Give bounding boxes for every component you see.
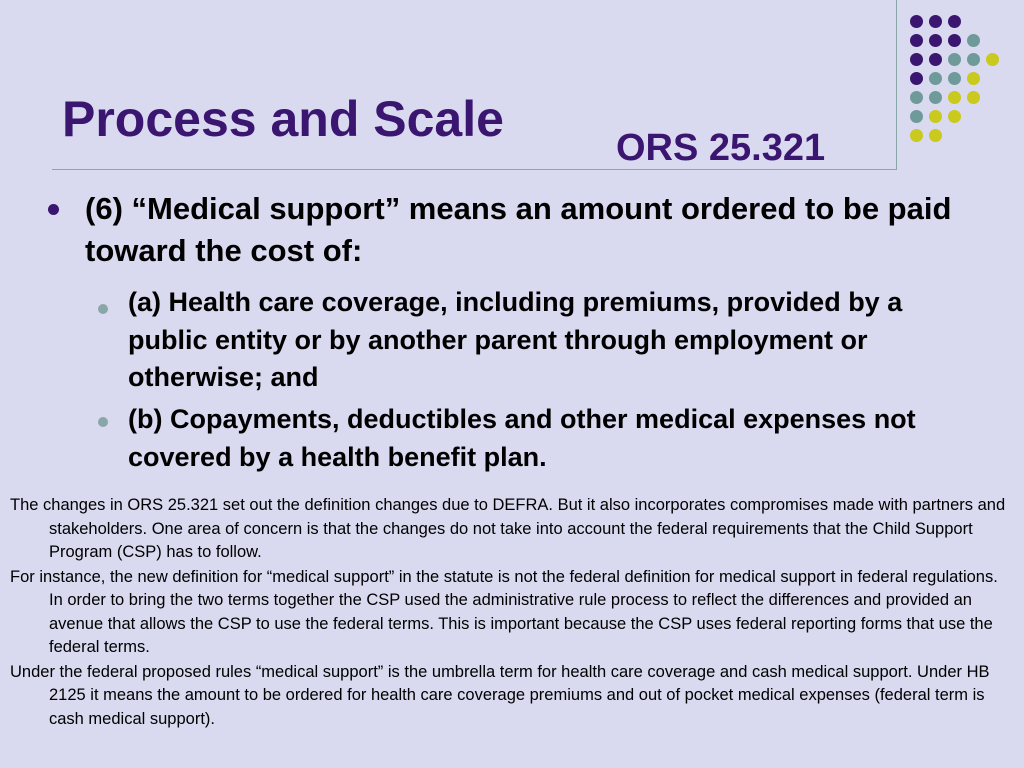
decorative-dot [929,15,942,28]
decorative-dot [967,53,980,66]
decorative-dot [948,72,961,85]
title-divider [52,169,897,170]
decorative-dot [910,91,923,104]
decorative-dot [986,53,999,66]
decorative-dot [929,53,942,66]
note-paragraph: The changes in ORS 25.321 set out the definition changes due to DEFRA. But it also incorporates compromises made with partners and stakeholders. One area of concern is that the changes do not take into account the federal requirements that the Child Support Program (CSP) has to follow. [10,496,1006,561]
decorative-dot [948,34,961,47]
sub-bullet-marker [98,417,108,427]
decorative-dot [929,110,942,123]
decorative-dot [948,91,961,104]
decorative-dot [967,91,980,104]
note-paragraph: For instance, the new definition for “medical support” in the statute is not the federal definition for medical support in federal regulations. In order to bring the two terms together the CSP used the administrative rule process to reflect the differences and provided an avenue that allows the CSP to use the federal terms. This is important because the CSP uses federal reporting forms that use the federal terms. [10,567,998,656]
decorative-dot [929,129,942,142]
bullet-marker [48,204,59,215]
sub-bullet-marker [98,304,108,314]
decorative-dot [967,34,980,47]
note-paragraph: Under the federal proposed rules “medical support” is the umbrella term for health care coverage and cash medical support. Under HB 2125 it means the amount to be ordered for health care coverage premiums and out of pocket medical expenses (federal term is cash medical support). [10,662,990,728]
decorative-dot [929,91,942,104]
decorative-dot [929,34,942,47]
slide-title: Process and Scale [62,91,504,147]
decorative-dot [910,129,923,142]
decorative-dot [910,110,923,123]
decorative-dot [948,53,961,66]
sub-bullet-b: (b) Copayments, deductibles and other medical expenses not covered by a health benefit plan. [128,404,916,472]
speaker-notes [10,494,1014,732]
vertical-divider [896,0,897,170]
decorative-dot [948,110,961,123]
decorative-dot [910,15,923,28]
main-bullet: (6) “Medical support” means an amount ordered to be paid toward the cost of: [85,191,952,268]
sub-bullet-a: (a) Health care coverage, including premiums, provided by a public entity or by another parent through employment or otherwise; and [128,287,903,392]
decorative-dot [948,15,961,28]
decorative-dot [910,34,923,47]
decorative-dot [929,72,942,85]
decorative-dot [910,72,923,85]
decorative-dot [910,53,923,66]
decorative-dot [967,72,980,85]
slide-subtitle: ORS 25.321 [616,127,826,169]
